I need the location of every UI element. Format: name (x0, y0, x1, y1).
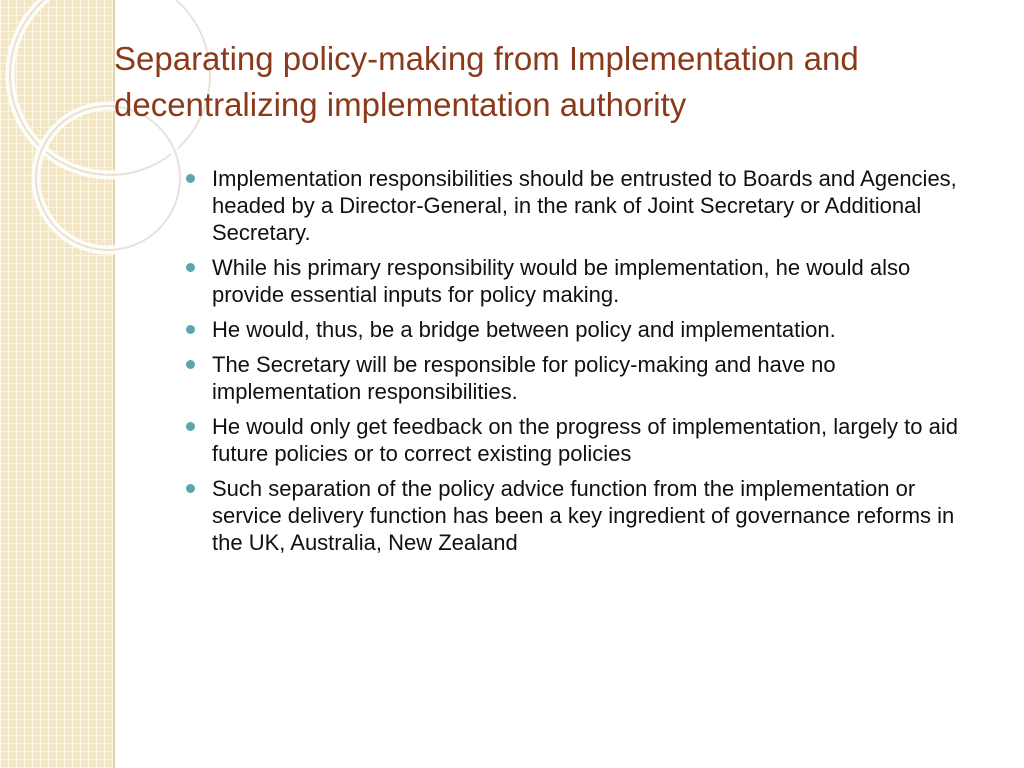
list-item (186, 475, 986, 556)
bullet-text: The Secretary will be responsible for policy-making and have no implementation responsibilities. (212, 352, 836, 404)
circle-bullet-icon (186, 263, 195, 272)
circle-bullet-icon (186, 174, 195, 183)
circle-bullet-icon (186, 325, 195, 334)
slide-title: Separating policy-making from Implementation and decentralizing implementation authority (114, 40, 859, 123)
list-item (186, 254, 986, 308)
list-item (186, 351, 986, 405)
bullet-text: While his primary responsibility would be implementation, he would also provide essential inputs for policy making. (212, 255, 911, 307)
bullet-text: He would, thus, be a bridge between policy and implementation. (212, 317, 836, 342)
list-item (186, 165, 986, 246)
bullet-list (186, 165, 986, 564)
bullet-text: Such separation of the policy advice function from the implementation or service delivery function has been a key ingredient of governance reforms in the UK, Australia, New Zealand (212, 476, 955, 555)
list-item (186, 316, 986, 343)
circle-bullet-icon (186, 484, 195, 493)
circle-bullet-icon (186, 422, 195, 431)
circle-bullet-icon (186, 360, 195, 369)
list-item (186, 413, 986, 467)
bullet-text: He would only get feedback on the progress of implementation, largely to aid future policies or to correct existing policies (212, 414, 958, 466)
bullet-text: Implementation responsibilities should be entrusted to Boards and Agencies, headed by a Director-General, in the rank of Joint Secretary or Additional Secretary. (212, 166, 957, 245)
